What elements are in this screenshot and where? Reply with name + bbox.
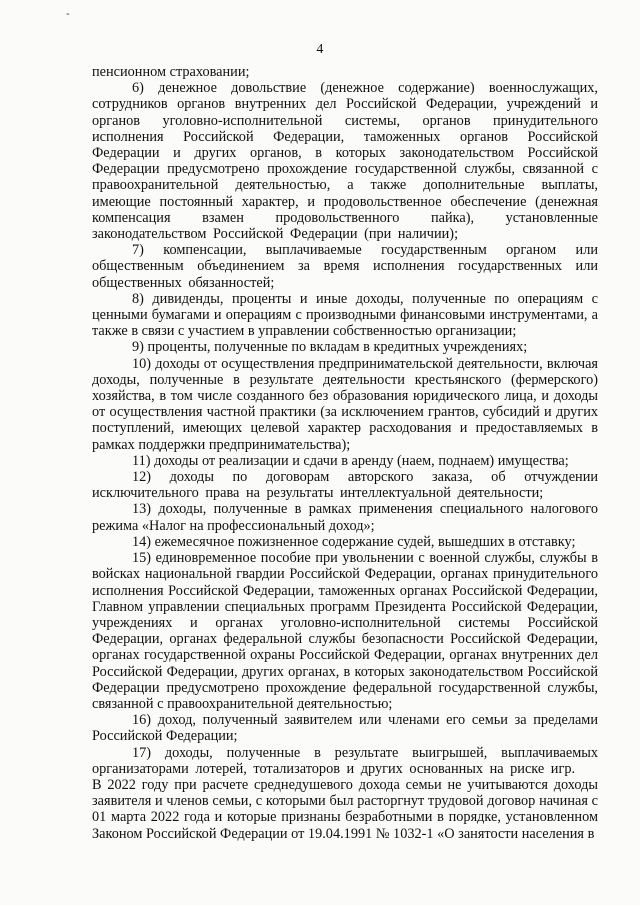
paragraph-item-16: 16) доход, полученный заявителем или членами его семьи за пределами Российской Федерации; [92,712,598,745]
paragraph-item-15: 15) единовременное пособие при увольнении с военной службы, службы в войсках национальной гвардии Российской Федерации, органах принудительного исполнения Российской Федерации, таможенных органах Российской Федерации, Главном управлении специальных программ Президента Российской Федерации, учреждениях и органах уголовно-исполнительной системы Российской Федерации, органах федеральной службы безопасности Российской Федерации, органах государственной охраны Российской Федерации, органах внутренних дел Российской Федерации, других органах, в которых законодательством Российской Федерации предусмотрено прохождение федеральной государственной службы, связанной с правоохранительной деятельностью; [92,550,598,712]
body-text [92,64,598,842]
paragraph-item-11: 11) доходы от реализации и сдачи в аренду (наем, поднаем) имущества; [132,452,569,469]
scan-mark: - [66,8,70,20]
paragraph-item-9: 9) проценты, полученные по вкладам в кредитных учреждениях; [132,339,528,356]
paragraph-item-12: 12) доходы по договорам авторского заказа, об отчуждении исключительного права на результаты интеллектуальной деятельности; [92,469,598,502]
paragraph-2022-note: В 2022 году при расчете среднедушевого дохода семьи не учитываются доходы заявителя и членов семьи, с которыми был расторгнут трудовой договор начиная с 01 марта 2022 года и которые признаны безработными в порядке, установленном Законом Российской Федерации от 19.04.1991 № 1032-1 «О занятости населения в [92,776,598,842]
paragraph-item-10: 10) доходы от осуществления предпринимательской деятельности, включая доходы, полученные в результате деятельности крестьянского (фермерского) хозяйства, в том числе созданного без образования юридического лица, и доходы от осуществления частной практики (за исключением грантов, субсидий и других поступлений, имеющих целевой характер расходования и предоставляемых в рамках поддержки предпринимательства); [92,355,598,453]
paragraph-item-7: 7) компенсации, выплачиваемые государственным органом или общественным объединением за время исполнения государственных или общественных обязанностей; [92,242,598,291]
paragraph-item-6: 6) денежное довольствие (денежное содержание) военнослужащих, сотрудников органов внутренних дел Российской Федерации, учреждений и органов уголовно-исполнительной системы, органов принудительного исполнения Российской Федерации, таможенных органов Российской Федерации и других органов, в которых законодательством Российской Федерации предусмотрено прохождение государственной службы, связанной с правоохранительной деятельностью, а также дополнительные выплаты, имеющие постоянный характер, и продовольственное обеспечение (денежная компенсация взамен продовольственного пайка), установленные законодательством Российской Федерации (при наличии); [92,80,598,243]
page-number: 4 [316,42,324,57]
paragraph-item-14: 14) ежемесячное пожизненное содержание судей, вышедших в отставку; [132,533,576,550]
paragraph-item-13: 13) доходы, полученные в рамках применения специального налогового режима «Налог на профессиональный доход»; [92,501,598,534]
paragraph-continuation: пенсионном страховании; [92,64,250,80]
paragraph-item-8: 8) дивиденды, проценты и иные доходы, полученные по операциям с ценными бумагами и операциям с производными финансовыми инструментами, а также в связи с участием в управлении собственностью организации; [92,290,598,340]
paragraph-item-17: 17) доходы, полученные в результате выигрышей, выплачиваемых организаторами лотерей, тотализаторов и других основанных на риске игр. [92,744,598,777]
